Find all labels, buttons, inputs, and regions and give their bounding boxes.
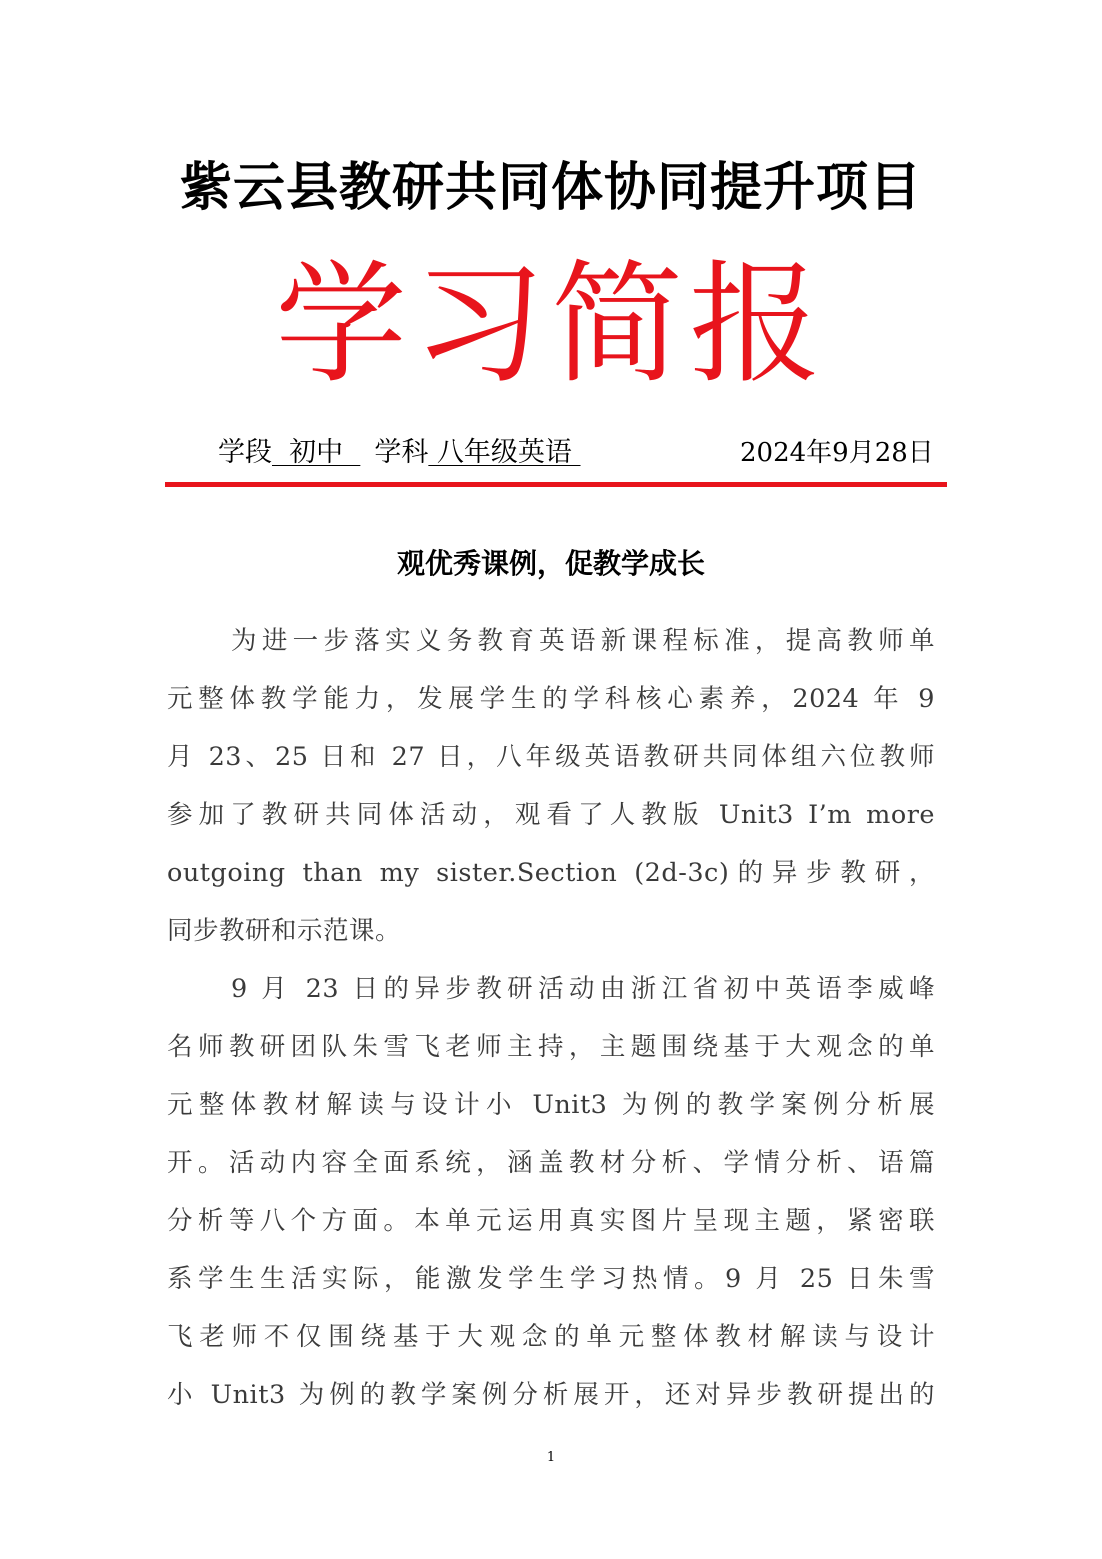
text-line: 飞老师不仅围绕基于大观念的单元整体教材解读与设计 [167, 1322, 935, 1352]
page-number: 1 [546, 1450, 556, 1465]
text-line: 分析等八个方面。本单元运用真实图片呈现主题，紧密联 [167, 1206, 935, 1236]
stage-value: 初中 [272, 437, 361, 468]
text-line: 小 Unit3 为例的教学案例分析展开，还对异步教研提出的 [167, 1380, 935, 1410]
text-line: 开。活动内容全面系统，涵盖教材分析、学情分析、语篇 [167, 1148, 935, 1178]
text-line: 月 23、25 日和 27 日，八年级英语教研共同体组六位教师 [167, 742, 935, 772]
subject-label: 学科 [374, 437, 429, 468]
subject-value: 八年级英语 [428, 437, 581, 468]
stage-label: 学段 [218, 437, 272, 468]
text-line: 元整体教材解读与设计小 Unit3 为例的教学案例分析展 [167, 1090, 935, 1120]
text-line: 同步教研和示范课。 [167, 916, 402, 946]
article-heading: 观优秀课例，促教学成长 [396, 547, 705, 580]
text-line: 参加了教研共同体活动，观看了人教版 Unit3 I’m more [167, 800, 935, 830]
project-title: 紫云县教研共同体协同提升项目 [179, 158, 922, 218]
report-title: 学习简报 [275, 248, 827, 402]
text-line: 9 月 23 日的异步教研活动由浙江省初中英语李威峰 [231, 974, 935, 1004]
text-line: 为进一步落实义务教育英语新课程标准，提高教师单 [231, 626, 935, 656]
header-divider [165, 482, 947, 487]
text-line: outgoing than my sister.Section (2d-3c)的异步教研， [167, 858, 935, 888]
paragraph-2 [167, 965, 935, 1429]
issue-date: 2024年9月28日 [740, 438, 934, 468]
text-line: 系学生生活实际，能激发学生学习热情。9 月 25 日朱雪 [167, 1264, 935, 1294]
paragraph-1 [167, 617, 935, 965]
meta-info [218, 432, 581, 474]
text-line: 元整体教学能力，发展学生的学科核心素养，2024 年 9 [167, 684, 935, 714]
text-line: 名师教研团队朱雪飞老师主持，主题围绕基于大观念的单 [167, 1032, 935, 1062]
